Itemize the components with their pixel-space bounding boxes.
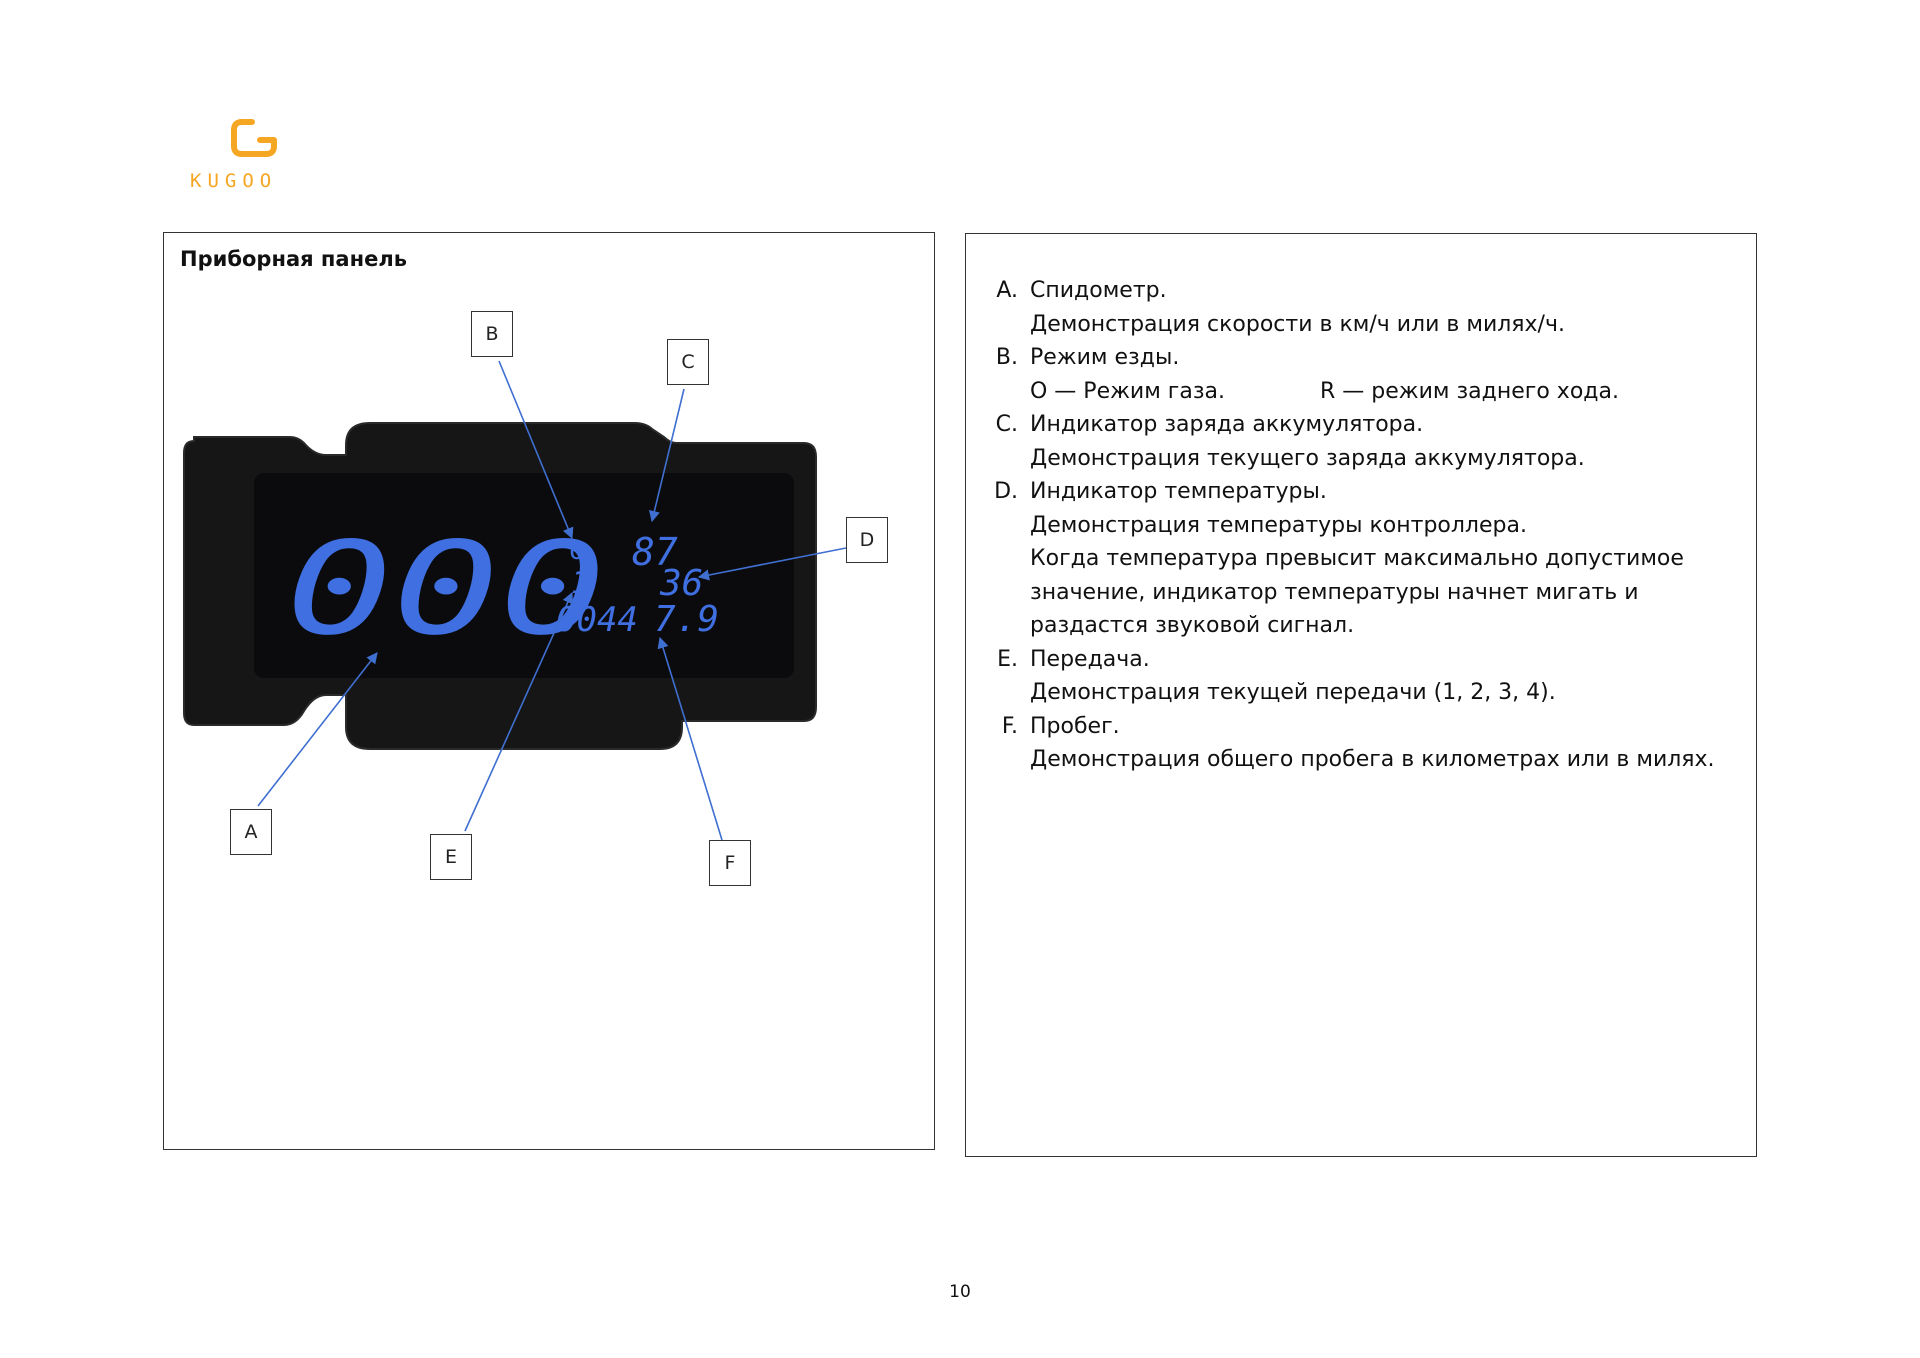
legend-description: Демонстрация текущей передачи (1, 2, 3, 4). <box>1030 680 1556 705</box>
temperature-readout: 36 <box>660 563 704 604</box>
legend-description: Демонстрация текущего заряда аккумулятора. <box>1030 445 1585 471</box>
callout-d: D <box>846 517 888 563</box>
gear-readout: 1 <box>571 566 590 601</box>
dashboard-illustration <box>164 233 936 1151</box>
legend-title: Передача. <box>1030 646 1150 672</box>
legend-item-f <box>988 710 1738 777</box>
legend-description: раздастся звуковой сигнал. <box>1030 613 1355 638</box>
kugoo-g-logo-icon <box>190 112 340 172</box>
legend-letter: C. <box>995 412 1018 437</box>
speed-readout: 000 <box>286 515 606 664</box>
legend-panel <box>965 233 1757 1157</box>
callout-b: B <box>471 311 513 357</box>
legend-mode-reverse: R — режим заднего хода. <box>1320 378 1619 404</box>
legend-letter: F. <box>1001 713 1018 739</box>
legend-title: Индикатор заряда аккумулятора. <box>1030 412 1424 437</box>
odometer-readout: 0044 <box>556 600 638 640</box>
legend-item-e <box>988 643 1738 710</box>
panel-title: Приборная панель <box>180 247 408 271</box>
legend-letter: E. <box>997 646 1018 672</box>
battery-readout: 87 <box>632 530 678 574</box>
callout-e: E <box>430 834 472 880</box>
legend-item-b <box>988 341 1738 408</box>
logo-wordmark: KUGOO <box>190 170 278 192</box>
legend-list <box>988 274 1738 777</box>
legend-item-c <box>988 408 1738 475</box>
legend-letter: A. <box>996 278 1018 303</box>
legend-letter: D. <box>994 479 1018 504</box>
odometer-decimal-readout: 7.9 <box>654 599 720 640</box>
callout-c: C <box>667 339 709 385</box>
kugoo-logo <box>190 112 340 192</box>
page-number: 10 <box>949 1282 971 1302</box>
legend-title: Режим езды. <box>1030 345 1180 370</box>
legend-description: значение, индикатор температуры начнет мигать и <box>1030 579 1639 605</box>
legend-item-a <box>988 274 1738 341</box>
legend-title: Пробег. <box>1030 713 1120 739</box>
legend-mode-gas: O — Режим газа. <box>1030 378 1226 404</box>
legend-description: Демонстрация температуры контроллера. <box>1030 512 1527 538</box>
dashboard-figure-panel <box>163 232 935 1150</box>
legend-title: Индикатор температуры. <box>1030 479 1327 504</box>
legend-description: Демонстрация общего пробега в километрах или в милях. <box>1030 747 1715 772</box>
legend-description: Демонстрация скорости в км/ч или в милях/ч. <box>1030 311 1565 337</box>
callout-a: A <box>230 809 272 855</box>
legend-title: Спидометр. <box>1030 278 1167 303</box>
legend-description: Когда температура превысит максимально допустимое <box>1030 546 1684 571</box>
callout-f: F <box>709 840 751 886</box>
legend-letter: B. <box>995 345 1018 370</box>
ride-mode-readout: o <box>569 536 585 566</box>
legend-description-row <box>1030 375 1738 409</box>
legend-item-d <box>988 475 1738 643</box>
